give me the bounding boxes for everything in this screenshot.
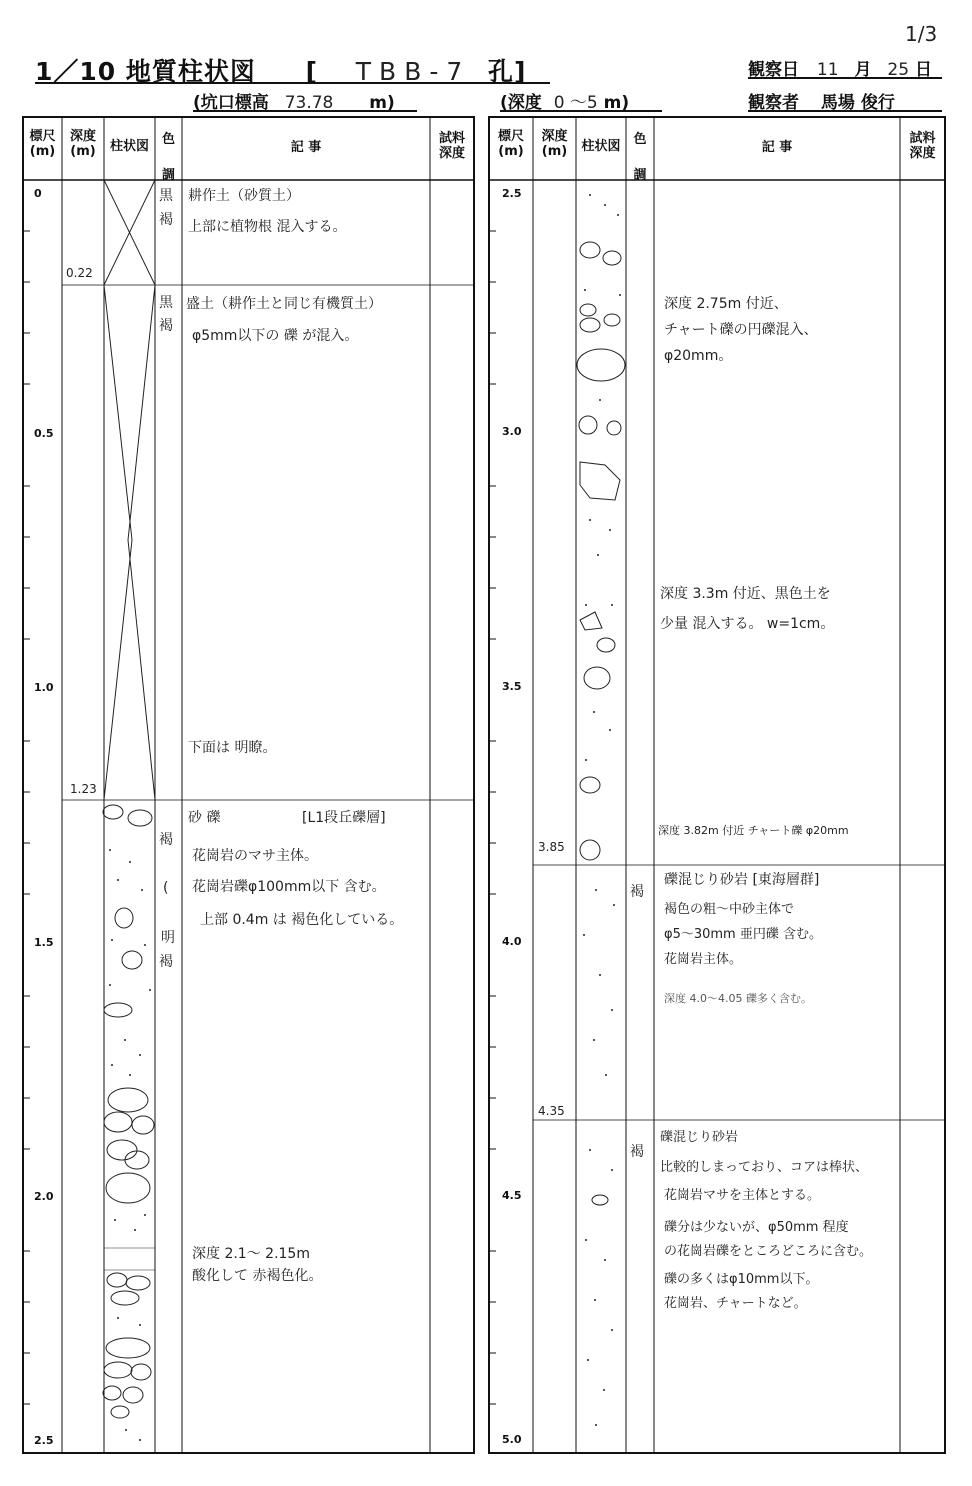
right-note-10: 花崗岩主体。 <box>664 952 743 967</box>
right-note-4: 深度 3.3m 付近、黒色土を <box>660 586 831 602</box>
left-boundary-022: 0.22 <box>66 266 93 280</box>
observer-name: 馬場 俊行 <box>820 93 895 113</box>
left-scale-20: 2.0 <box>34 1190 54 1203</box>
left-note-7: 花崗岩のマサ主体。 <box>192 848 318 864</box>
col-depth-unit: (m) <box>541 144 568 159</box>
right-note-9: φ5～30mm 亜円礫 含む。 <box>664 927 822 942</box>
right-scale-30: 3.0 <box>502 425 522 438</box>
col-scale-unit: (m) <box>498 144 524 159</box>
depth-label: (深度 <box>500 93 542 113</box>
left-note-5: 下面は 明瞭。 <box>188 740 277 756</box>
left-col-color <box>155 122 182 194</box>
right-color-1: 褐 <box>630 884 644 900</box>
left-note-1: 耕作土（砂質土） <box>188 188 300 204</box>
right-note-15: 礫分は少ないが、φ50mm 程度 <box>664 1220 849 1235</box>
left-note-6b: [L1段丘礫層] <box>302 810 386 826</box>
col-scale-label: 標尺 <box>497 129 524 144</box>
right-note-11: 深度 4.0～4.05 礫多く含む。 <box>664 992 812 1005</box>
right-note-13: 比較的しまっており、コアは棒状、 <box>660 1160 869 1175</box>
right-note-14: 花崗岩マサを主体とする。 <box>664 1188 821 1203</box>
right-note-7: 礫混じり砂岩 [東海層群] <box>664 872 820 888</box>
left-color-7: 明 <box>161 930 175 946</box>
left-color-5: 褐 <box>159 832 173 848</box>
left-scale-10: 1.0 <box>34 681 54 694</box>
elevation-value: 73.78 <box>284 93 334 113</box>
right-col-scale <box>489 129 533 159</box>
left-col-description: 記 事 <box>290 140 322 155</box>
depth-unit: m) <box>603 93 630 113</box>
page-number: 1/3 <box>905 22 938 46</box>
col-color-label2: 調 <box>633 168 647 183</box>
elevation-label: (坑口標高 <box>193 93 269 113</box>
col-sample-label1: 試料 <box>438 131 465 146</box>
col-scale-label: 標尺 <box>29 129 56 144</box>
right-col-color <box>626 122 654 194</box>
right-log-drawing <box>577 242 625 1205</box>
col-color-label1: 色 <box>633 132 647 147</box>
left-note-2: 上部に植物根 混入する。 <box>188 219 347 235</box>
left-color-1: 黒 <box>159 188 173 204</box>
right-note-17: 礫の多くはφ10mm以下。 <box>664 1272 819 1287</box>
right-col-sample <box>900 131 945 161</box>
col-sample-label2: 深度 <box>909 146 936 161</box>
bracket-open: [ <box>305 57 319 86</box>
right-note-1: 深度 2.75m 付近、 <box>664 296 788 312</box>
left-boundary-123: 1.23 <box>70 782 97 796</box>
left-note-11: 酸化して 赤褐色化。 <box>192 1268 323 1284</box>
col-color-label2: 調 <box>161 168 175 183</box>
left-note-9: 上部 0.4m は 褐色化している。 <box>200 912 404 928</box>
left-color-2: 褐 <box>159 212 173 228</box>
col-sample-label2: 深度 <box>438 146 465 161</box>
right-note-18: 花崗岩、チャートなど。 <box>664 1296 807 1311</box>
right-note-5: 少量 混入する。 w=1cm。 <box>660 616 835 632</box>
left-scale-05: 0.5 <box>34 427 54 440</box>
obs-date-label: 観察日 <box>748 60 799 80</box>
right-col-description: 記 事 <box>761 140 793 155</box>
col-depth-label: 深度 <box>541 129 568 144</box>
left-color-3: 黒 <box>159 295 173 311</box>
right-scale-45: 4.5 <box>502 1189 522 1202</box>
right-note-3: φ20mm。 <box>664 348 733 364</box>
left-ticks <box>23 231 30 1404</box>
col-sample-label1: 試料 <box>909 131 936 146</box>
left-note-10: 深度 2.1～ 2.15m <box>192 1246 310 1262</box>
left-col-depth <box>62 129 104 159</box>
right-scale-40: 4.0 <box>502 935 522 948</box>
left-note-8: 花崗岩礫φ100mm以下 含む。 <box>192 879 386 895</box>
col-depth-unit: (m) <box>70 144 96 159</box>
left-color-6: ( <box>163 880 169 896</box>
right-scale-50: 5.0 <box>502 1433 522 1446</box>
right-note-12: 礫混じり砂岩 <box>660 1130 739 1145</box>
left-log-drawing <box>103 180 155 1418</box>
left-scale-25: 2.5 <box>34 1434 54 1447</box>
right-color-2: 褐 <box>630 1144 644 1160</box>
right-scale-25: 2.5 <box>502 187 522 200</box>
hole-suffix: 孔] <box>487 57 527 86</box>
left-note-4: φ5mm以下の 礫 が混入。 <box>192 328 359 344</box>
left-log-dots <box>109 849 151 1441</box>
right-note-8: 褐色の粗～中砂主体で <box>664 902 795 917</box>
right-note-16: の花崗岩礫をところどころに含む。 <box>664 1244 873 1259</box>
right-boundary-385: 3.85 <box>538 840 565 854</box>
right-col-depth <box>533 129 576 159</box>
left-col-scale <box>23 129 62 159</box>
col-scale-unit: (m) <box>29 144 56 159</box>
right-col-log: 柱状図 <box>581 139 621 154</box>
obs-day: 25 <box>887 60 910 80</box>
right-note-6: 深度 3.82m 付近 チャート礫 φ20mm <box>658 824 849 837</box>
right-scale-35: 3.5 <box>502 680 522 693</box>
left-note-6: 砂 礫 <box>188 810 221 826</box>
left-scale-0: 0 <box>34 187 42 200</box>
right-boundary-435: 4.35 <box>538 1104 565 1118</box>
page-title: 1／10 地質柱状図 <box>35 57 256 86</box>
left-note-3: 盛土（耕作土と同じ有機質土） <box>186 296 382 312</box>
col-color-label1: 色 <box>161 132 175 147</box>
day-label: 日 <box>914 60 932 80</box>
hole-id: TBB-7 <box>355 57 471 86</box>
col-depth-label: 深度 <box>69 129 96 144</box>
left-color-4: 褐 <box>159 318 173 334</box>
right-note-2: チャート礫の円礫混入、 <box>664 322 818 338</box>
left-color-8: 褐 <box>159 954 173 970</box>
obs-month: 11 <box>816 60 839 80</box>
depth-range: 0 ～5 <box>553 93 598 113</box>
left-col-sample <box>430 131 474 161</box>
elevation-unit: m) <box>369 93 395 113</box>
left-col-log: 柱状図 <box>109 139 149 154</box>
right-ticks <box>489 231 496 1404</box>
month-label: 月 <box>854 60 872 80</box>
observer-label: 観察者 <box>748 93 799 113</box>
left-scale-15: 1.5 <box>34 936 54 949</box>
